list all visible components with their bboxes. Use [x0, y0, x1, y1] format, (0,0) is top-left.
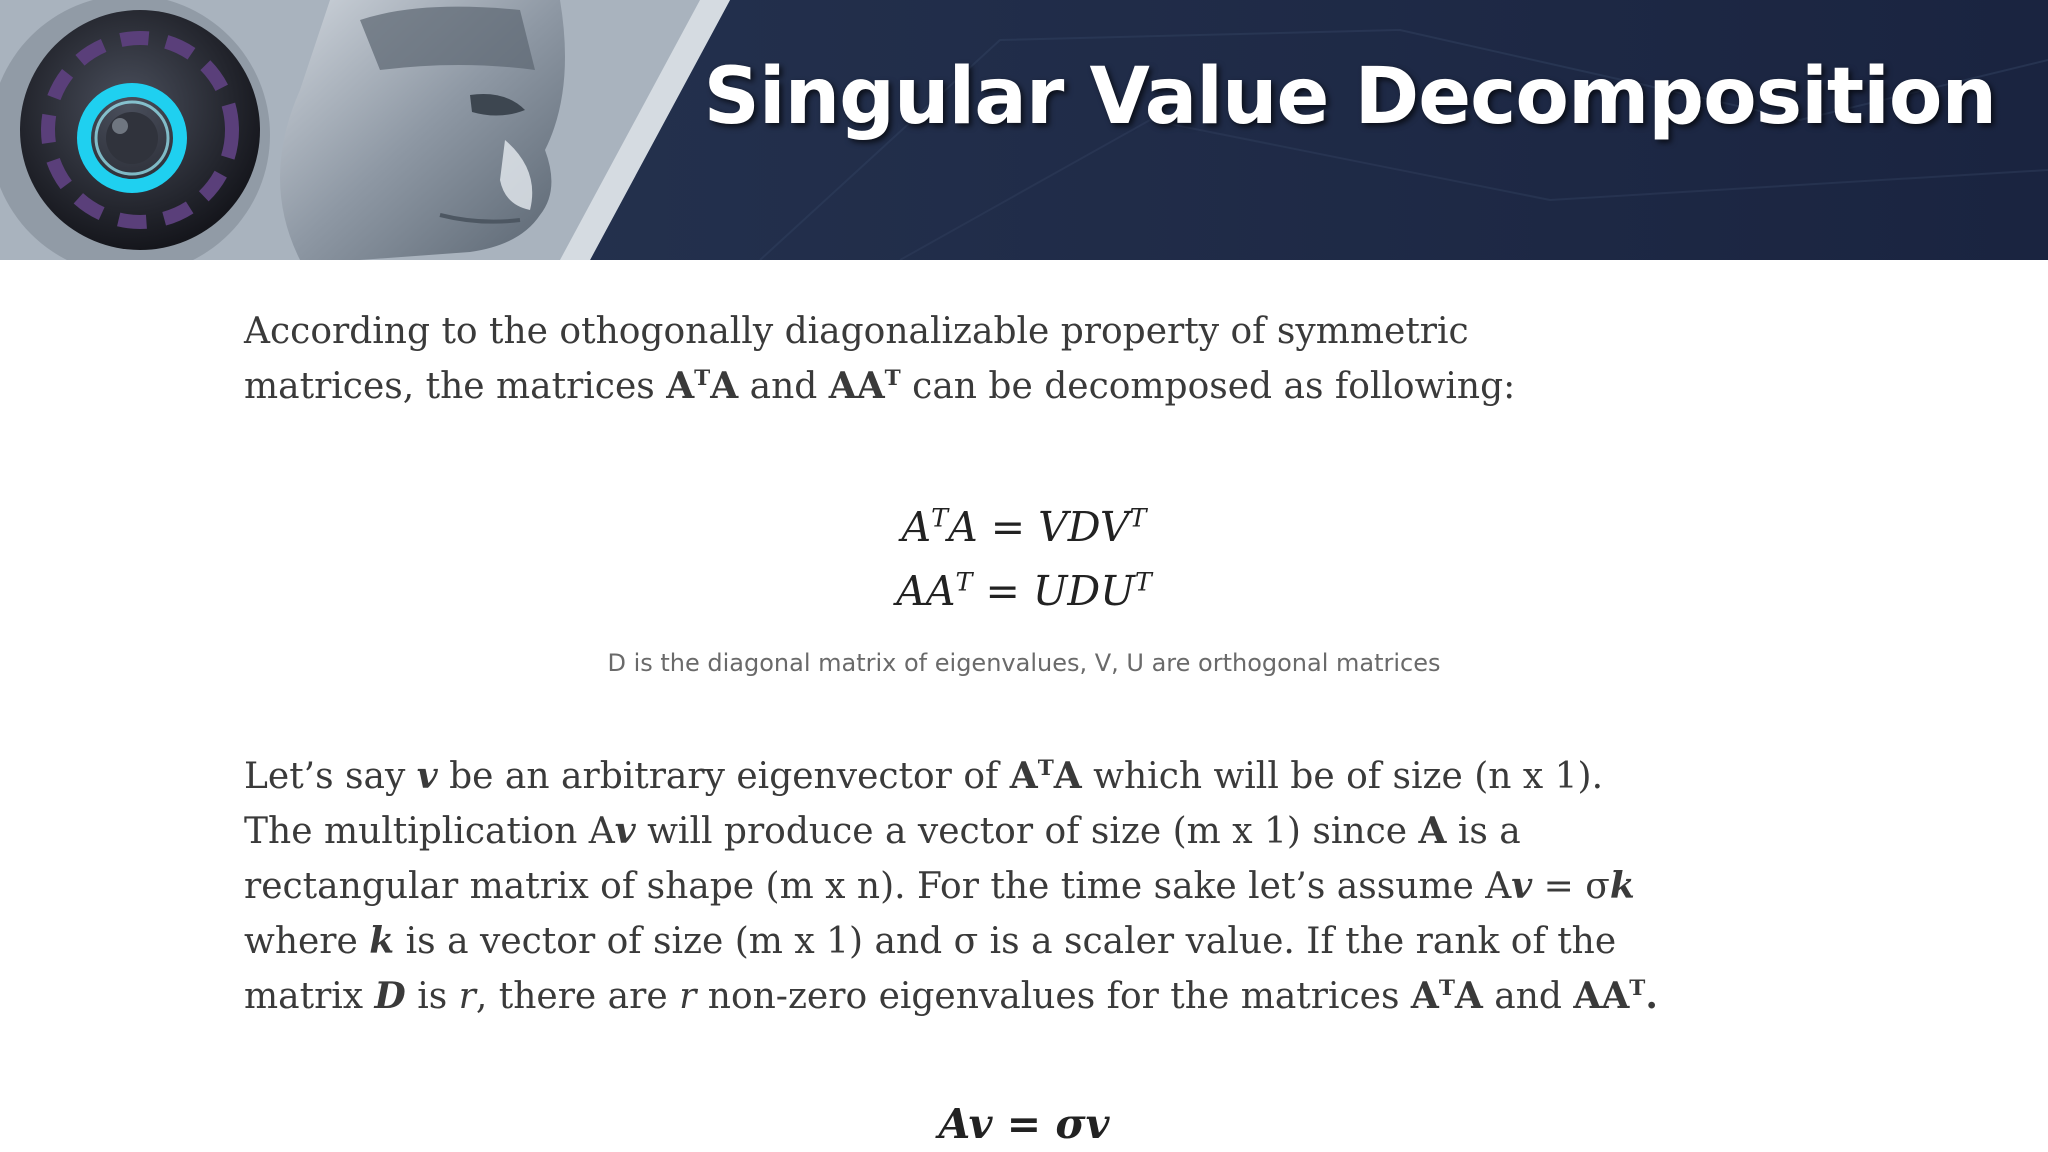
slide-content: [0, 260, 2048, 1152]
equation-caption: D is the diagonal matrix of eigenvalues, V, U are orthogonal matrices: [607, 649, 1441, 677]
body-paragraph: Let’s say v be an arbitrary eigenvector of $A^TA$ which will be of size (n x 1). The multiplication Av will produce a vector of size (m x 1) since A is a rectangular matrix of shape (m x n). For the time sake let’s assume Av = σk where k is a vector of size (m x 1) and σ is a scaler value. If the rank of the matrix D is r, there are r non-zero eigenvalues for the matrices $A^TA$ and $AA^T$.: [244, 755, 1658, 1017]
equation-av: Av = σv: [938, 1100, 1110, 1148]
page-title: Singular Value Decomposition: [703, 52, 1996, 142]
header-banner: [0, 0, 2048, 260]
intro-paragraph: According to the othogonally diagonalizable property of symmetric matrices, the matrices $A^TA$ and $AA^T$ can be decomposed as following:: [244, 311, 1516, 407]
equation-aat: $AA^T = UDU^T$: [896, 566, 1152, 615]
glowing-ring-icon: [20, 10, 260, 250]
equation-ata: $A^TA = VDV^T$: [901, 502, 1147, 551]
